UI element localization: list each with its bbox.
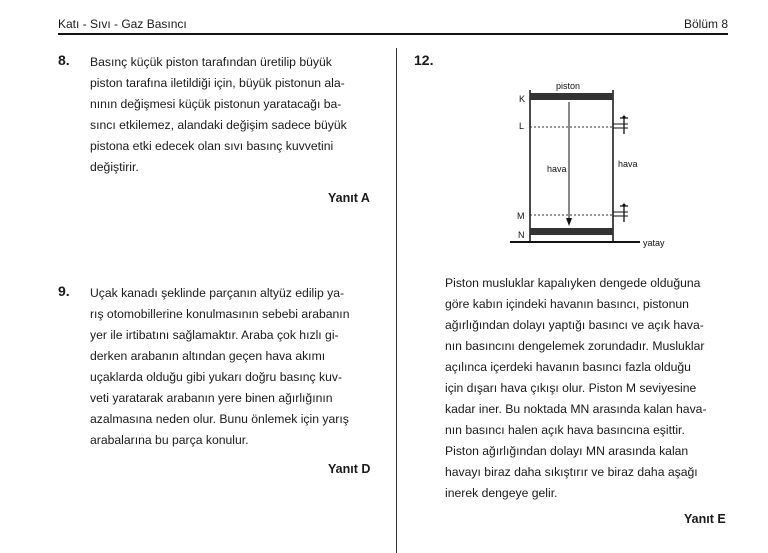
question-9-answer: Yanıt D bbox=[328, 462, 371, 476]
question-8-text bbox=[90, 52, 347, 178]
question-9-number: 9. bbox=[58, 283, 70, 299]
text-line: Basınç küçük piston tarafından üretilip büyük bbox=[90, 55, 332, 69]
text-line: nının değişmesi küçük pistonun yaratacağı ba- bbox=[90, 97, 342, 111]
question-9-text bbox=[90, 283, 349, 451]
text-line: Uçak kanadı şeklinde parçanın altyüz edilip ya- bbox=[90, 286, 345, 300]
question-8-number: 8. bbox=[58, 52, 70, 68]
question-12-number: 12. bbox=[414, 52, 434, 68]
text-line: sıncı etkilemez, alandaki değişim sadece büyük bbox=[90, 118, 347, 132]
text-line: uçaklarda olduğu gibi yukarı doğru basınç kuv- bbox=[90, 370, 343, 384]
text-line: inerek dengeye gelir. bbox=[445, 486, 558, 500]
text-line: pistona etki edecek olan sıvı basınç kuvvetini bbox=[90, 139, 334, 153]
text-line: açılınca içerdeki havanın basıncı fazla olduğu bbox=[445, 360, 691, 374]
text-line: havayı biraz daha sıkıştırır ve biraz daha aşağı bbox=[445, 465, 698, 479]
header-rule bbox=[58, 33, 728, 35]
text-line: değiştirir. bbox=[90, 160, 139, 174]
piston-diagram bbox=[500, 78, 680, 258]
piston-diagram-svg bbox=[500, 78, 680, 258]
text-line: veti yaratarak arabanın yere binen ağırlığının bbox=[90, 391, 333, 405]
text-line: azalmasına neden olur. Bunu önlemek için yarış bbox=[90, 412, 349, 426]
level-N-label: N bbox=[518, 230, 525, 240]
valve-lower-icon bbox=[613, 204, 628, 223]
question-12-answer: Yanıt E bbox=[684, 512, 726, 526]
level-M-label: M bbox=[517, 211, 525, 221]
text-line: piston tarafına iletildiği için, büyük pistonun ala- bbox=[90, 76, 345, 90]
header-section-label: Bölüm 8 bbox=[683, 17, 728, 31]
text-line: ağırlığından dolayı yaptığı basıncı ve açık hava- bbox=[445, 318, 704, 332]
valve-upper-icon bbox=[613, 116, 628, 135]
level-K-label: K bbox=[519, 94, 526, 104]
text-line: için dışarı hava çıkışı olur. Piston M seviyesine bbox=[445, 381, 697, 395]
yatay-label: yatay bbox=[643, 238, 665, 248]
header-chapter-title: Katı - Sıvı - Gaz Basıncı bbox=[58, 17, 187, 31]
text-line: Piston ağırlığından dolayı MN arasında kalan bbox=[445, 444, 689, 458]
text-line: yer ile irtibatını sağlamaktır. Araba çok hızlı gi- bbox=[90, 328, 339, 342]
text-line: kadar iner. Bu noktada MN arasında kalan hava- bbox=[445, 402, 707, 416]
text-line: göre kabın içindeki havanın basıncı, pistonun bbox=[445, 297, 689, 311]
text-line: Piston musluklar kapalıyken dengede olduğuna bbox=[445, 276, 701, 290]
question-12-text bbox=[445, 273, 707, 504]
arrow-down-icon bbox=[566, 218, 572, 226]
text-line: derken arabanın altından geçen hava akımı bbox=[90, 349, 326, 363]
text-line: nın basıncını dengelemek zorundadır. Musluklar bbox=[445, 339, 705, 353]
hava-inside-label: hava bbox=[547, 164, 567, 174]
piston-top bbox=[530, 93, 613, 100]
level-L-label: L bbox=[519, 121, 525, 131]
text-line: nın basıncı halen açık hava basıncına eşittir. bbox=[445, 423, 685, 437]
hava-outside-label: hava bbox=[618, 159, 638, 169]
piston-bottom bbox=[530, 228, 613, 235]
column-divider bbox=[396, 48, 397, 553]
text-line: rış otomobillerine konulmasının sebebi arabanın bbox=[90, 307, 350, 321]
piston-label: piston bbox=[556, 81, 581, 91]
page-header bbox=[58, 11, 728, 33]
question-8-answer: Yanıt A bbox=[328, 191, 370, 205]
text-line: arabalarına bu parça konulur. bbox=[90, 433, 249, 447]
